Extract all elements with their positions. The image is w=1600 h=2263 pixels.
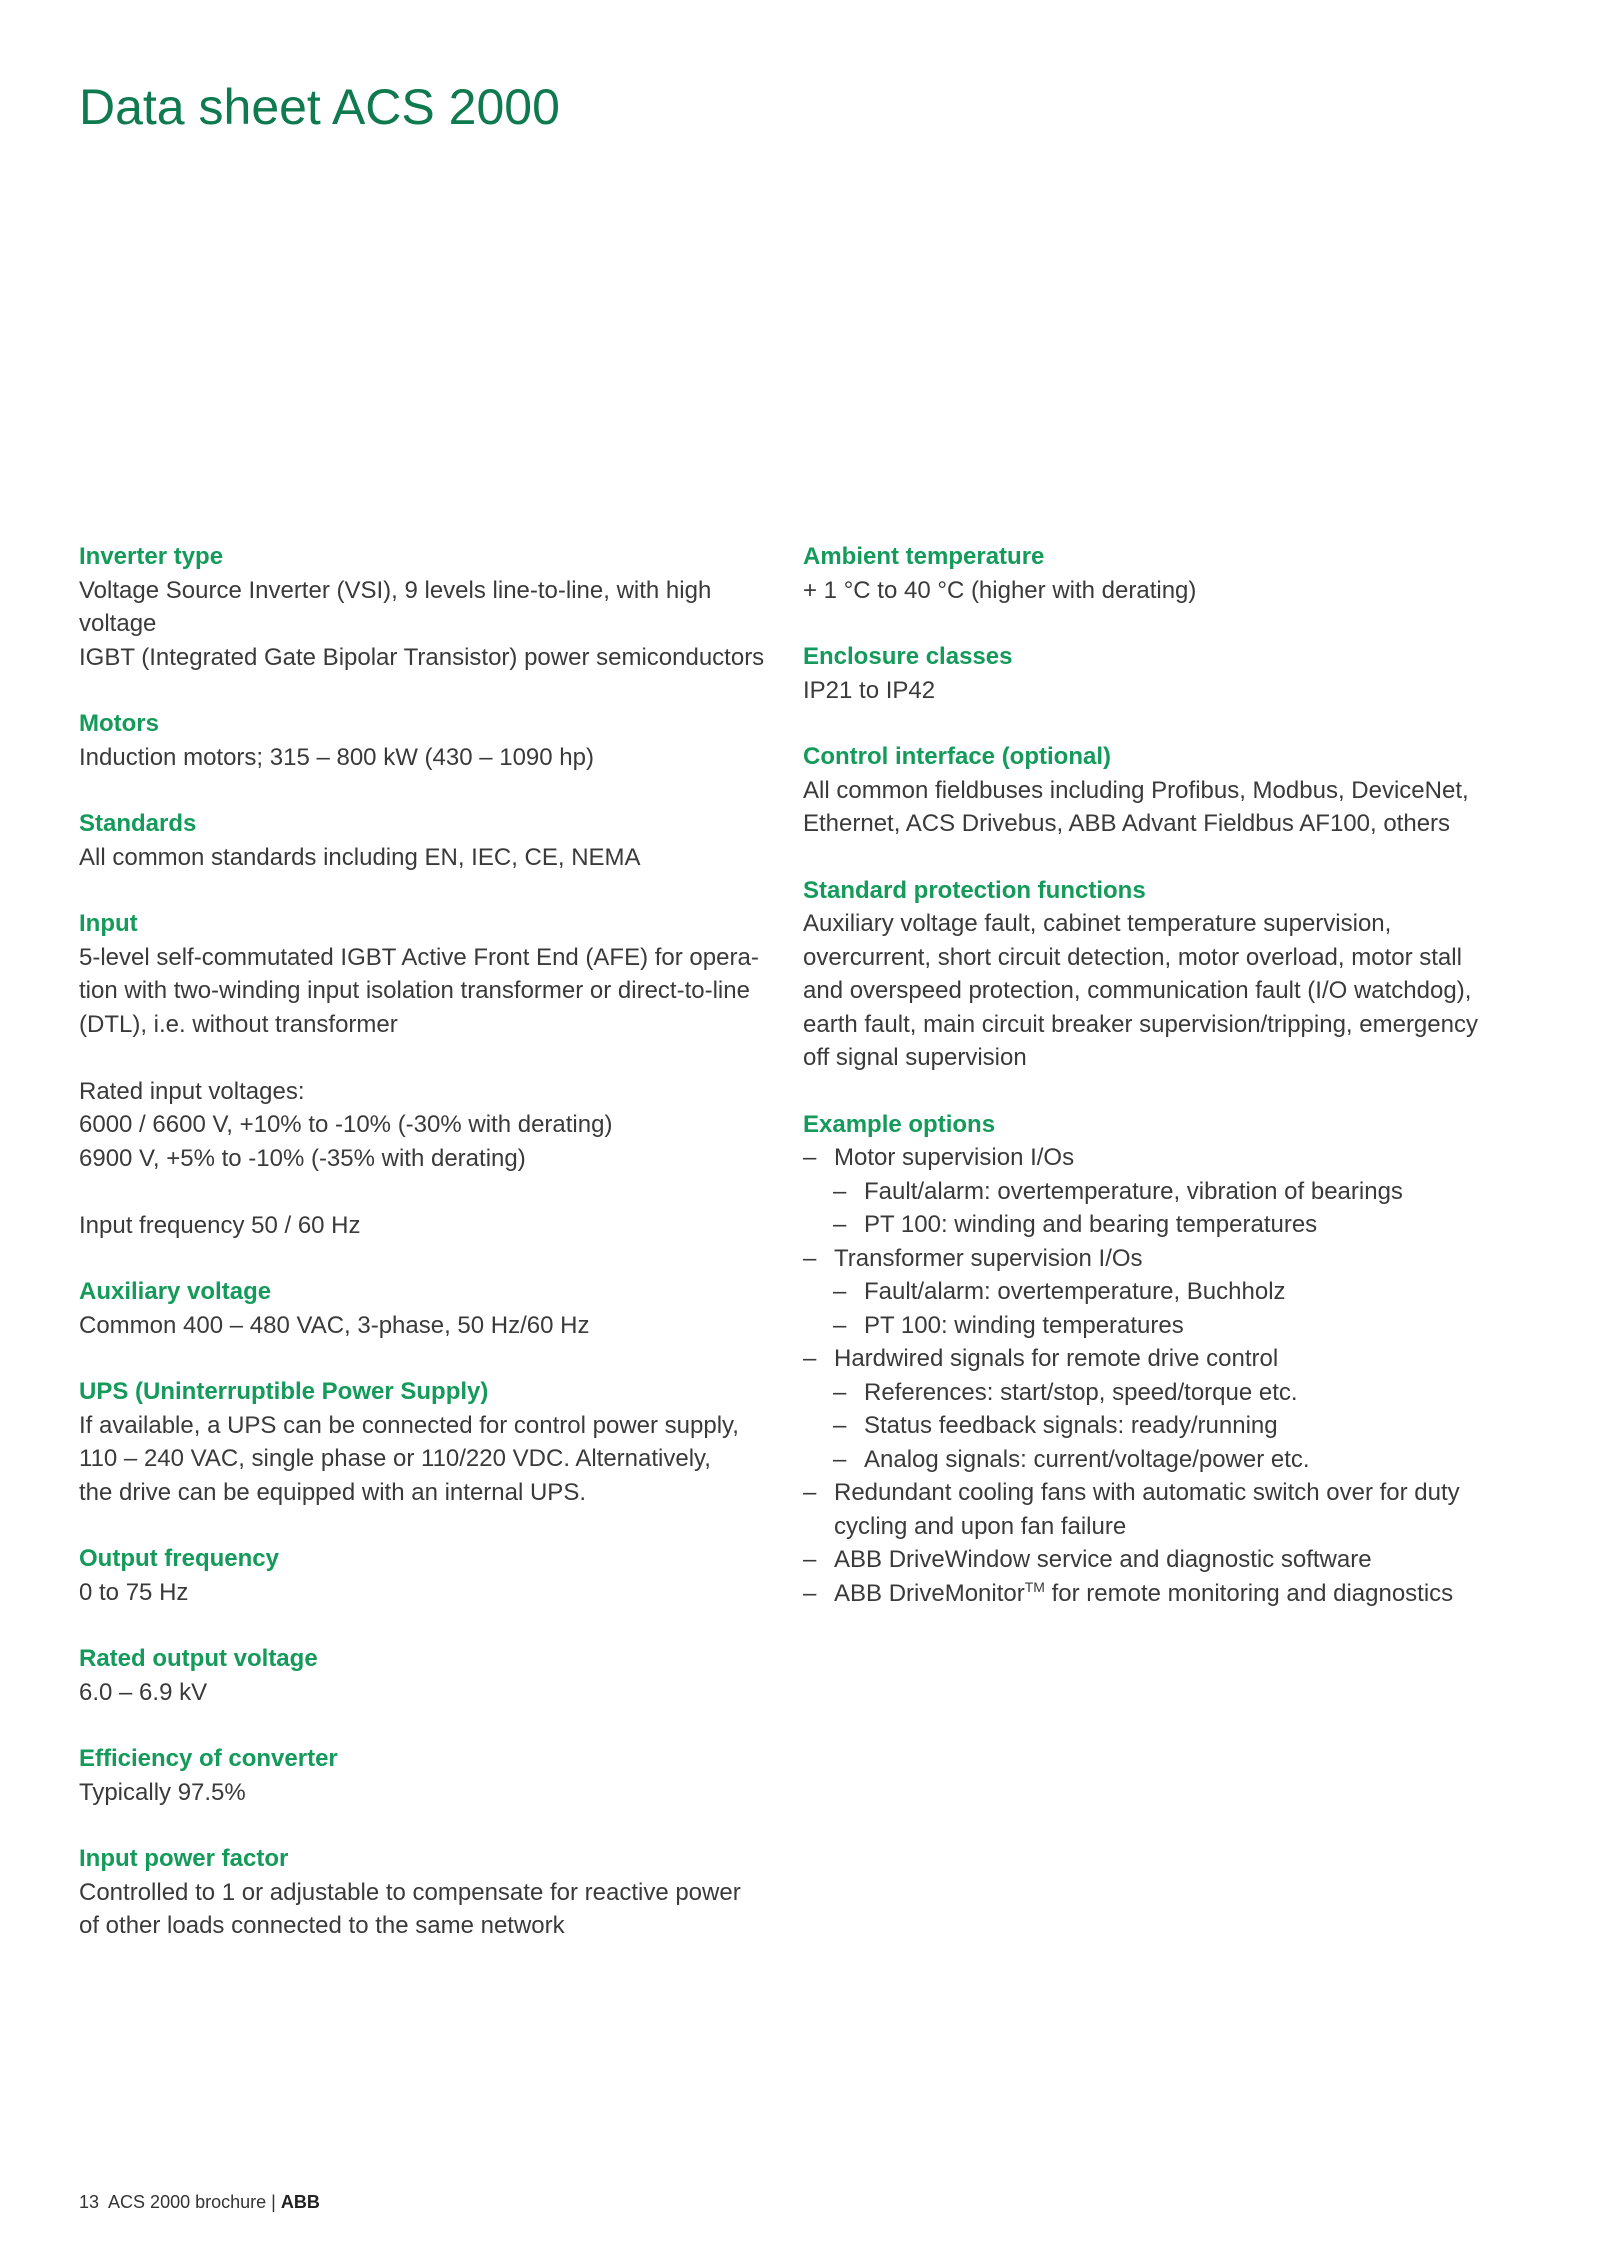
dash-marker: – [833, 1177, 847, 1205]
section-text: and overspeed protection, communication fault (I/O watchdog), [803, 977, 1472, 1004]
section-heading: Standard protection functions [803, 876, 1146, 904]
section-control-interface [803, 740, 1523, 841]
dash-marker: – [803, 1479, 817, 1506]
list-item-text: Fault/alarm: overtemperature, vibration of bearings [864, 1177, 1403, 1205]
options-list [803, 1141, 1523, 1577]
rated-input-text: Rated input voltages: [79, 1077, 305, 1105]
dash-marker: – [833, 1378, 847, 1406]
section-ambient-temperature [803, 540, 1523, 607]
section-text: 6.0 – 6.9 kV [79, 1678, 208, 1706]
left-column [79, 540, 779, 1976]
dash-marker: – [803, 1579, 817, 1607]
right-column [803, 540, 1523, 1643]
section-text: (DTL), i.e. without transformer [79, 1010, 398, 1038]
rated-input-text: 6000 / 6600 V, +10% to -10% (-30% with derating) [79, 1111, 613, 1138]
section-heading: Control interface (optional) [803, 743, 1111, 770]
list-item [803, 1342, 1523, 1376]
section-heading: Efficiency of converter [79, 1745, 338, 1772]
section-efficiency [79, 1742, 779, 1809]
section-text: Controlled to 1 or adjustable to compensate for reactive power [79, 1878, 741, 1906]
list-item-text: Transformer supervision I/Os [834, 1244, 1143, 1272]
list-item [803, 1409, 1523, 1443]
section-heading: UPS (Uninterruptible Power Supply) [79, 1378, 489, 1405]
section-inverter-type [79, 540, 779, 674]
dash-marker: – [803, 1144, 817, 1171]
list-item [803, 1510, 1523, 1544]
page-footer [79, 2192, 320, 2213]
list-item [803, 1275, 1523, 1309]
page-number: 13 [79, 2192, 100, 2212]
section-heading: Output frequency [79, 1545, 280, 1572]
list-item [803, 1577, 1523, 1611]
section-enclosure-classes [803, 640, 1523, 707]
dash-marker: – [833, 1278, 847, 1305]
list-item [803, 1476, 1523, 1510]
dash-marker: – [803, 1546, 817, 1573]
section-protection-functions [803, 874, 1523, 1075]
page-title: Data sheet ACS 2000 [79, 79, 560, 135]
section-text: 0 to 75 Hz [79, 1578, 189, 1606]
section-text: Induction motors; 315 – 800 kW (430 – 1090 hp) [79, 743, 594, 771]
section-heading: Standards [79, 810, 197, 837]
section-standards [79, 807, 779, 874]
section-text: tion with two-winding input isolation transformer or direct-to-line [79, 977, 750, 1004]
footer-separator: | [271, 2192, 276, 2212]
list-item [803, 1543, 1523, 1577]
section-text: 110 – 240 VAC, single phase or 110/220 VDC. Alternatively, [79, 1445, 711, 1472]
list-item-text: Fault/alarm: overtemperature, Buchholz [864, 1278, 1286, 1305]
list-item-text: PT 100: winding and bearing temperatures [864, 1211, 1318, 1238]
list-item-text: for remote monitoring and diagnostics [1044, 1579, 1454, 1607]
list-item-text: References: start/stop, speed/torque etc. [864, 1378, 1298, 1406]
section-text: Voltage Source Inverter (VSI), 9 levels line-to-line, with high voltage [79, 576, 712, 637]
list-item [803, 1376, 1523, 1410]
section-text: earth fault, main circuit breaker supervision/tripping, emergency [803, 1010, 1478, 1038]
section-text: Typically 97.5% [79, 1778, 246, 1806]
list-item [803, 1141, 1523, 1175]
rated-input-text: 6900 V, +5% to -10% (-35% with derating) [79, 1144, 526, 1172]
section-text: If available, a UPS can be connected for control power supply, [79, 1411, 739, 1439]
section-text: Ethernet, ACS Drivebus, ABB Advant Fieldbus AF100, others [803, 810, 1451, 837]
section-text: overcurrent, short circuit detection, motor overload, motor stall [803, 943, 1462, 971]
section-example-options [803, 1108, 1523, 1611]
section-heading: Input power factor [79, 1845, 289, 1872]
section-text: All common standards including EN, IEC, CE, NEMA [79, 843, 641, 871]
section-heading: Inverter type [79, 543, 224, 570]
list-item [803, 1309, 1523, 1343]
input-frequency-text: Input frequency 50 / 60 Hz [79, 1211, 361, 1239]
section-heading: Example options [803, 1110, 996, 1138]
section-text: IGBT (Integrated Gate Bipolar Transistor) power semiconductors [79, 643, 765, 671]
section-heading: Enclosure classes [803, 643, 1013, 670]
list-item [803, 1443, 1523, 1477]
section-text: IP21 to IP42 [803, 676, 936, 704]
list-item-text: ABB DriveMonitor [834, 1579, 1025, 1607]
dash-marker: – [833, 1445, 847, 1473]
section-text: of other loads connected to the same network [79, 1912, 565, 1939]
list-item [803, 1208, 1523, 1242]
footer-brand: ABB [280, 2192, 320, 2212]
list-item-text: Hardwired signals for remote drive control [834, 1345, 1279, 1372]
section-output-frequency [79, 1542, 779, 1609]
list-item [803, 1242, 1523, 1276]
footer-doc-title: ACS 2000 brochure [108, 2192, 267, 2212]
dash-marker: – [803, 1244, 817, 1272]
list-item-text: Motor supervision I/Os [834, 1144, 1075, 1171]
section-rated-output-voltage [79, 1642, 779, 1709]
section-text: the drive can be equipped with an internal UPS. [79, 1478, 586, 1506]
dash-marker: – [833, 1211, 847, 1238]
section-auxiliary-voltage [79, 1275, 779, 1342]
dash-marker: – [833, 1311, 847, 1339]
dash-marker: – [803, 1345, 817, 1372]
section-heading: Rated output voltage [79, 1645, 318, 1672]
section-heading: Input [79, 910, 138, 937]
section-text: off signal supervision [803, 1044, 1027, 1071]
section-motors [79, 707, 779, 774]
section-input-power-factor [79, 1842, 779, 1943]
dash-marker: – [833, 1412, 847, 1439]
list-item [803, 1175, 1523, 1209]
list-item-text: Status feedback signals: ready/running [864, 1412, 1278, 1439]
section-text: Common 400 – 480 VAC, 3-phase, 50 Hz/60 Hz [79, 1311, 590, 1339]
trademark-sup: TM [1024, 1578, 1045, 1595]
list-item-text: ABB DriveWindow service and diagnostic software [834, 1546, 1372, 1573]
list-item-text: Redundant cooling fans with automatic switch over for duty [834, 1479, 1460, 1506]
section-text: Auxiliary voltage fault, cabinet temperature supervision, [803, 910, 1392, 937]
options-list-tail [803, 1577, 1523, 1611]
section-text: 5-level self-commutated IGBT Active Front End (AFE) for opera- [79, 943, 759, 971]
list-item-text: PT 100: winding temperatures [864, 1311, 1184, 1339]
section-ups [79, 1375, 779, 1509]
list-item-text: Analog signals: current/voltage/power etc. [864, 1445, 1310, 1473]
section-heading: Auxiliary voltage [79, 1278, 272, 1305]
section-heading: Ambient temperature [803, 543, 1045, 570]
section-text: All common fieldbuses including Profibus, Modbus, DeviceNet, [803, 776, 1469, 804]
section-input [79, 907, 779, 1242]
list-item-text: cycling and upon fan failure [834, 1512, 1127, 1540]
section-heading: Motors [79, 710, 159, 737]
section-text: + 1 °C to 40 °C (higher with derating) [803, 576, 1197, 604]
